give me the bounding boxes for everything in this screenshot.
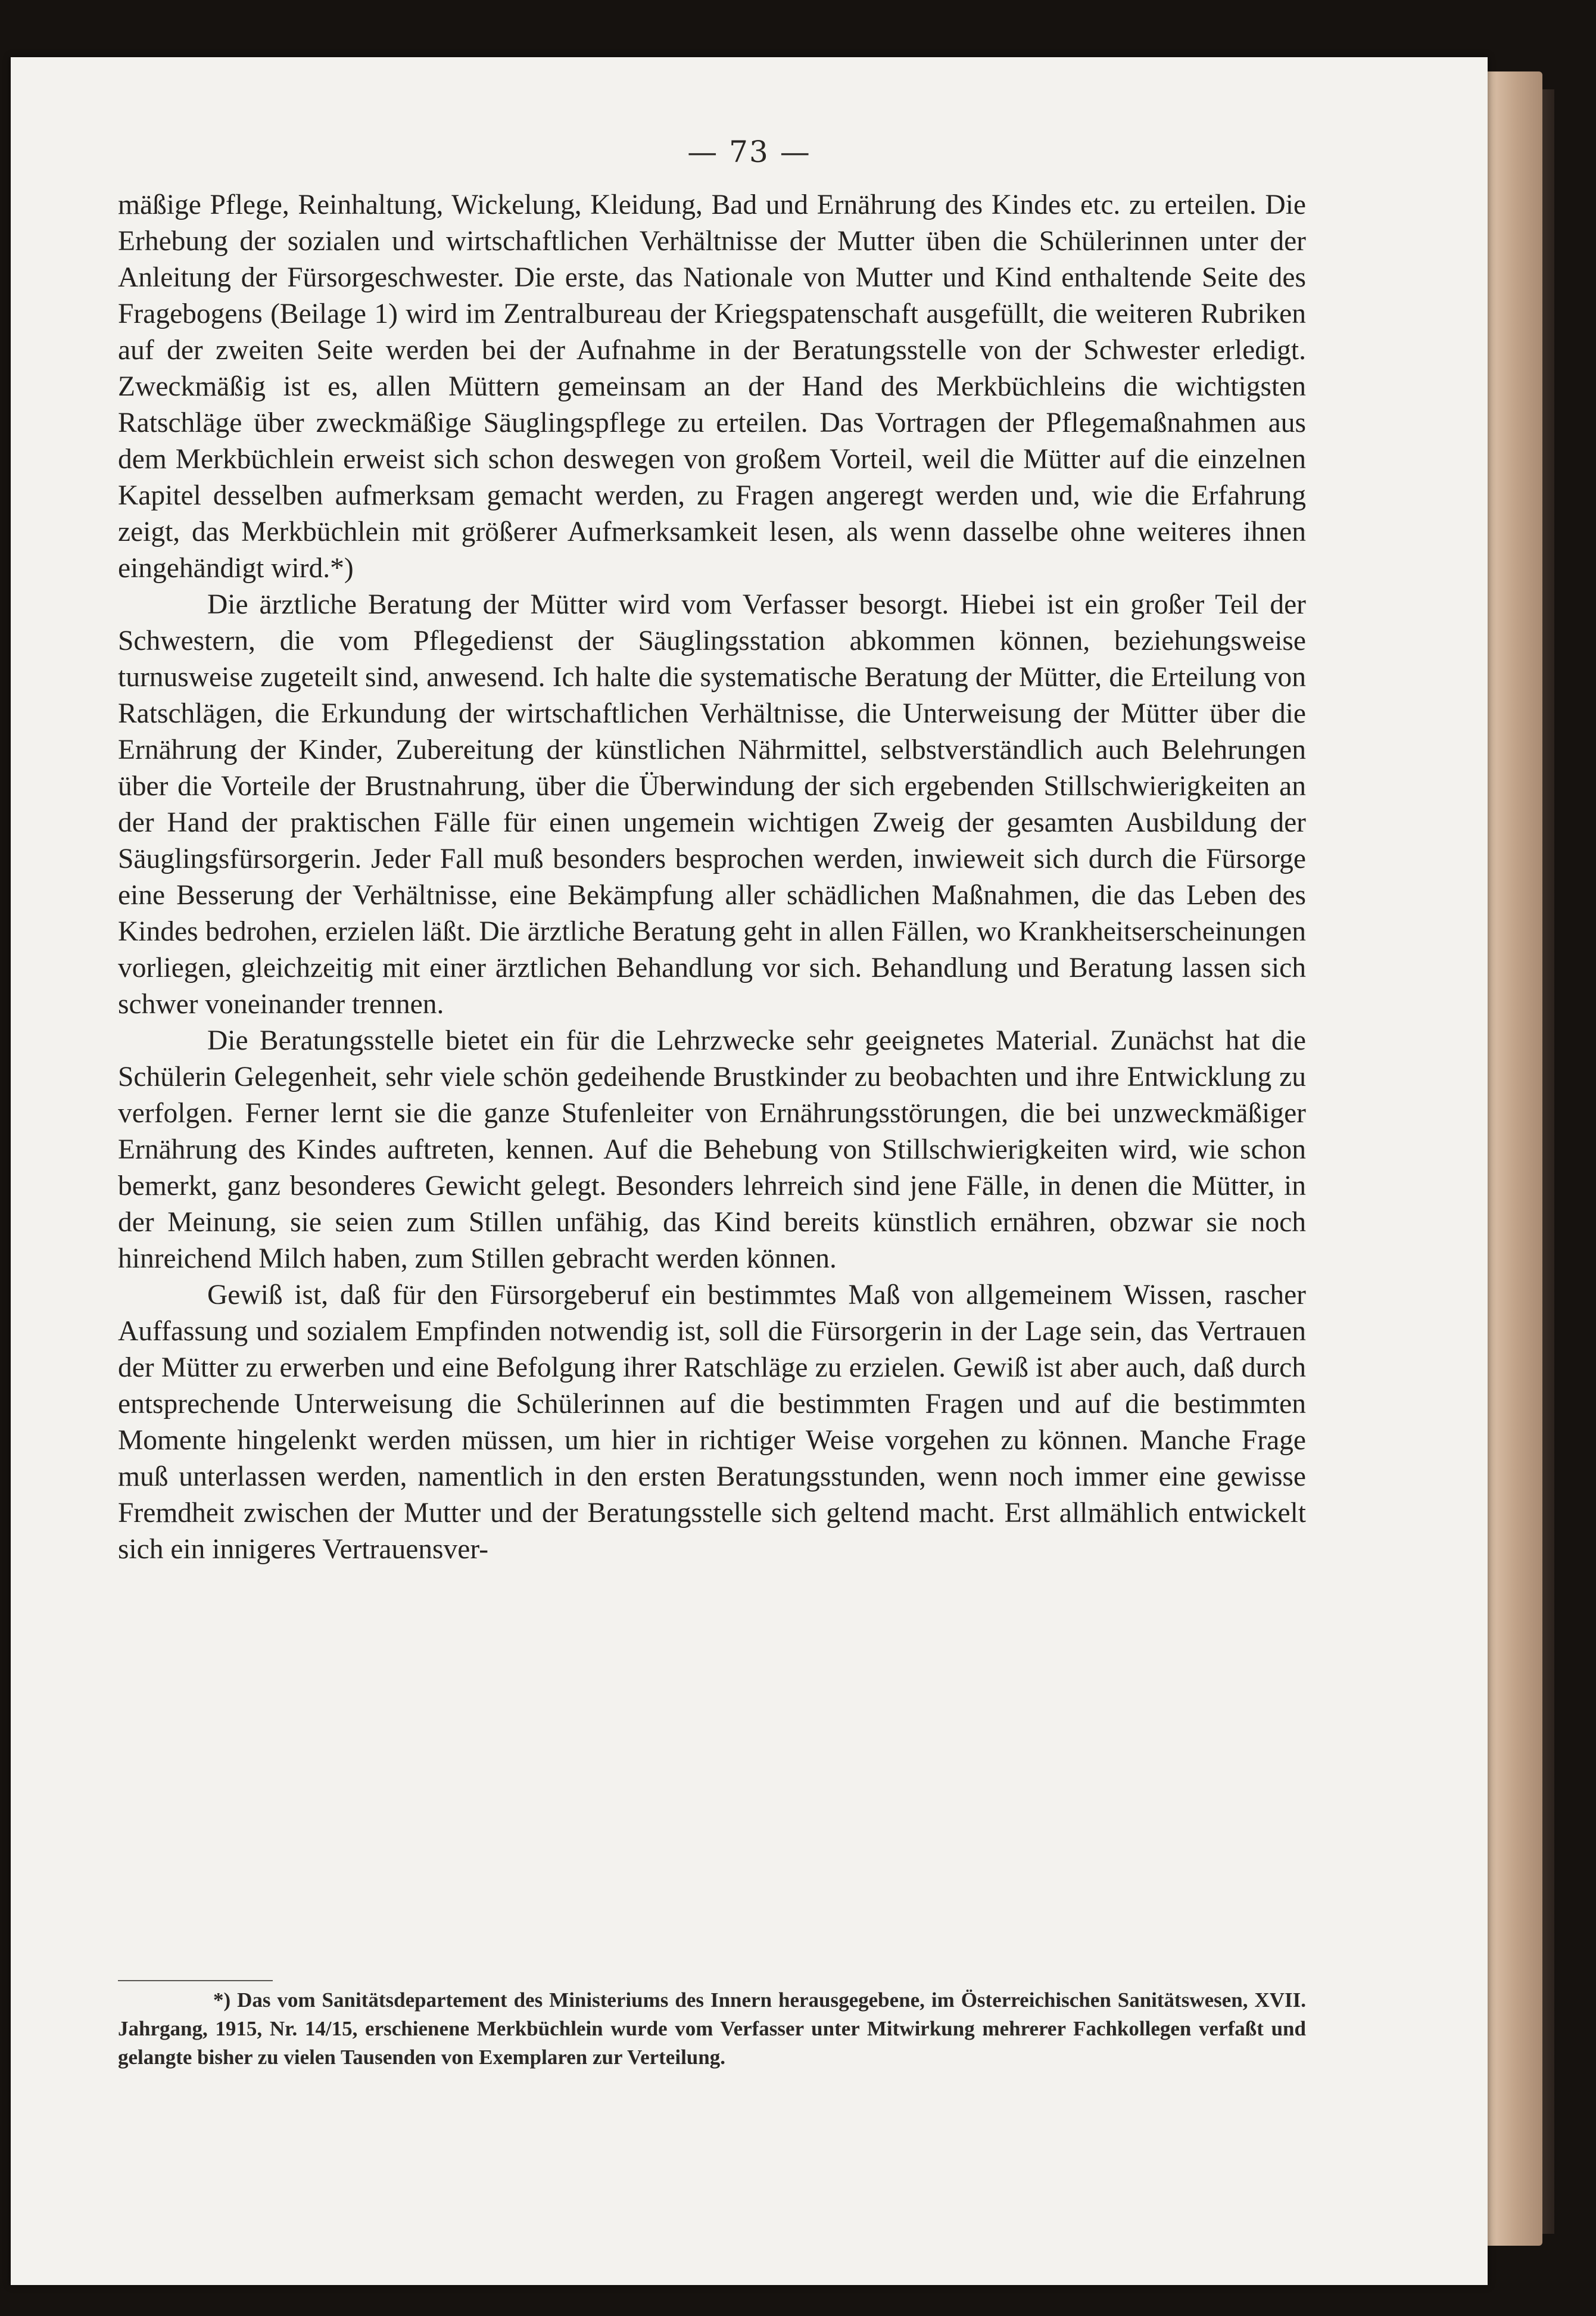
- paragraph-3: Die Beratungsstelle bietet ein für die Lehrzwecke sehr geeignetes Material. Zunächst hat die Schülerin Gelegenheit, sehr viele schön gedeihende Brustkinder zu beobachten und ihre Entwicklung zu verfolgen. Ferner lernt sie die ganze Stufenleiter von Ernährungsstörungen, die bei unzweckmäßiger Ernährung des Kindes auftreten, kennen. Auf die Behebung von Stillschwierigkeiten wird, wie schon bemerkt, ganz besonderes Gewicht gelegt. Besonders lehrreich sind jene Fälle, in denen die Mütter, in der Meinung, sie seien zum Stillen unfähig, das Kind bereits künstlich ernähren, obzwar sie noch hinreichend Milch haben, zum Stillen gebracht werden können.: [118, 1025, 1306, 1274]
- paragraph-4: Gewiß ist, daß für den Fürsorgeberuf ein bestimmtes Maß von allgemeinem Wissen, rascher Auffassung und sozialem Empfinden notwendig ist, soll die Fürsorgerin in der Lage sein, das Vertrauen der Mütter zu erwerben und eine Befolgung ihrer Ratschläge zu erzielen. Gewiß ist aber auch, daß durch entsprechende Unterweisung die Schülerinnen auf die bestimmten Fragen und auf die bestimmten Momente hingelenkt werden müssen, um hier in richtiger Weise vorgehen zu können. Manche Frage muß unterlassen werden, namentlich in den ersten Beratungsstunden, wenn noch immer eine gewisse Fremdheit zwischen der Mutter und der Beratungsstelle sich geltend macht. Erst allmählich entwickelt sich ein innigeres Vertrauensver-: [118, 1280, 1306, 1565]
- paragraph-1: mäßige Pflege, Reinhaltung, Wickelung, Kleidung, Bad und Ernährung des Kindes etc. zu erteilen. Die Erhebung der sozialen und wirtschaftlichen Verhältnisse der Mutter üben die Schülerinnen unter der Anleitung der Fürsorgeschwester. Die erste, das Nationale von Mutter und Kind enthaltende Seite des Fragebogens (Beilage 1) wird im Zentralbureau der Kriegspatenschaft ausgefüllt, die weiteren Rubriken auf der zweiten Seite werden bei der Aufnahme in der Beratungsstelle von der Schwester erledigt. Zweckmäßig ist es, allen Müttern gemeinsam an der Hand des Merkbüchleins die wichtigsten Ratschläge über zweckmäßige Säuglingspflege zu erteilen. Das Vortragen der Pflegemaßnahmen aus dem Merkbüchlein erweist sich schon deswegen von großem Vorteil, weil die Mütter auf die einzelnen Kapitel desselben aufmerksam gemacht werden, zu Fragen angeregt werden und, wie die Erfahrung zeigt, das Merkbüchlein mit größerer Aufmerksamkeit lesen, als wenn dasselbe ohne weiteres ihnen eingehändigt wird.*): [118, 189, 1306, 584]
- paragraph-2: Die ärztliche Beratung der Mütter wird vom Verfasser besorgt. Hiebei ist ein großer Teil der Schwestern, die vom Pflegedienst der Säuglingsstation abkommen können, beziehungsweise turnusweise zugeteilt sind, anwesend. Ich halte die systematische Beratung der Mütter, die Erteilung von Ratschlägen, die Erkundung der wirtschaftlichen Verhältnisse, die Unterweisung der Mütter über die Ernährung der Kinder, Zubereitung der künstlichen Nährmittel, selbstverständlich auch Belehrungen über die Vorteile der Brustnahrung, über die Überwindung der sich ergebenden Stillschwierigkeiten an der Hand der praktischen Fälle für einen ungemein wichtigen Zweig der gesamten Ausbildung der Säuglingsfürsorgerin. Jeder Fall muß besonders besprochen werden, inwieweit sich durch die Fürsorge eine Besserung der Verhältnisse, eine Bekämpfung aller schädlichen Maßnahmen, die das Leben des Kindes bedrohen, erzielen läßt. Die ärztliche Beratung geht in allen Fällen, wo Krankheitserscheinungen vorliegen, gleichzeitig mit einer ärztlichen Behandlung vor sich. Behandlung und Beratung lassen sich schwer voneinander trennen.: [118, 589, 1306, 1020]
- footnote: *) Das vom Sanitätsdepartement des Ministeriums des Innern herausgegebene, im Österreichischen Sanitätswesen, XVII. Jahrgang, 1915, Nr. 14/15, erschienene Merkbüchlein wurde vom Verfasser unter Mitwirkung mehrerer Fachkollegen verfaßt und gelangte bisher zu vielen Tausenden von Exemplaren zur Verteilung.: [118, 1988, 1306, 2069]
- page-number: — 73 —: [687, 135, 811, 169]
- book-page: [11, 57, 1488, 2285]
- footnote-divider: [118, 1980, 273, 1981]
- body-text: [118, 187, 1306, 1568]
